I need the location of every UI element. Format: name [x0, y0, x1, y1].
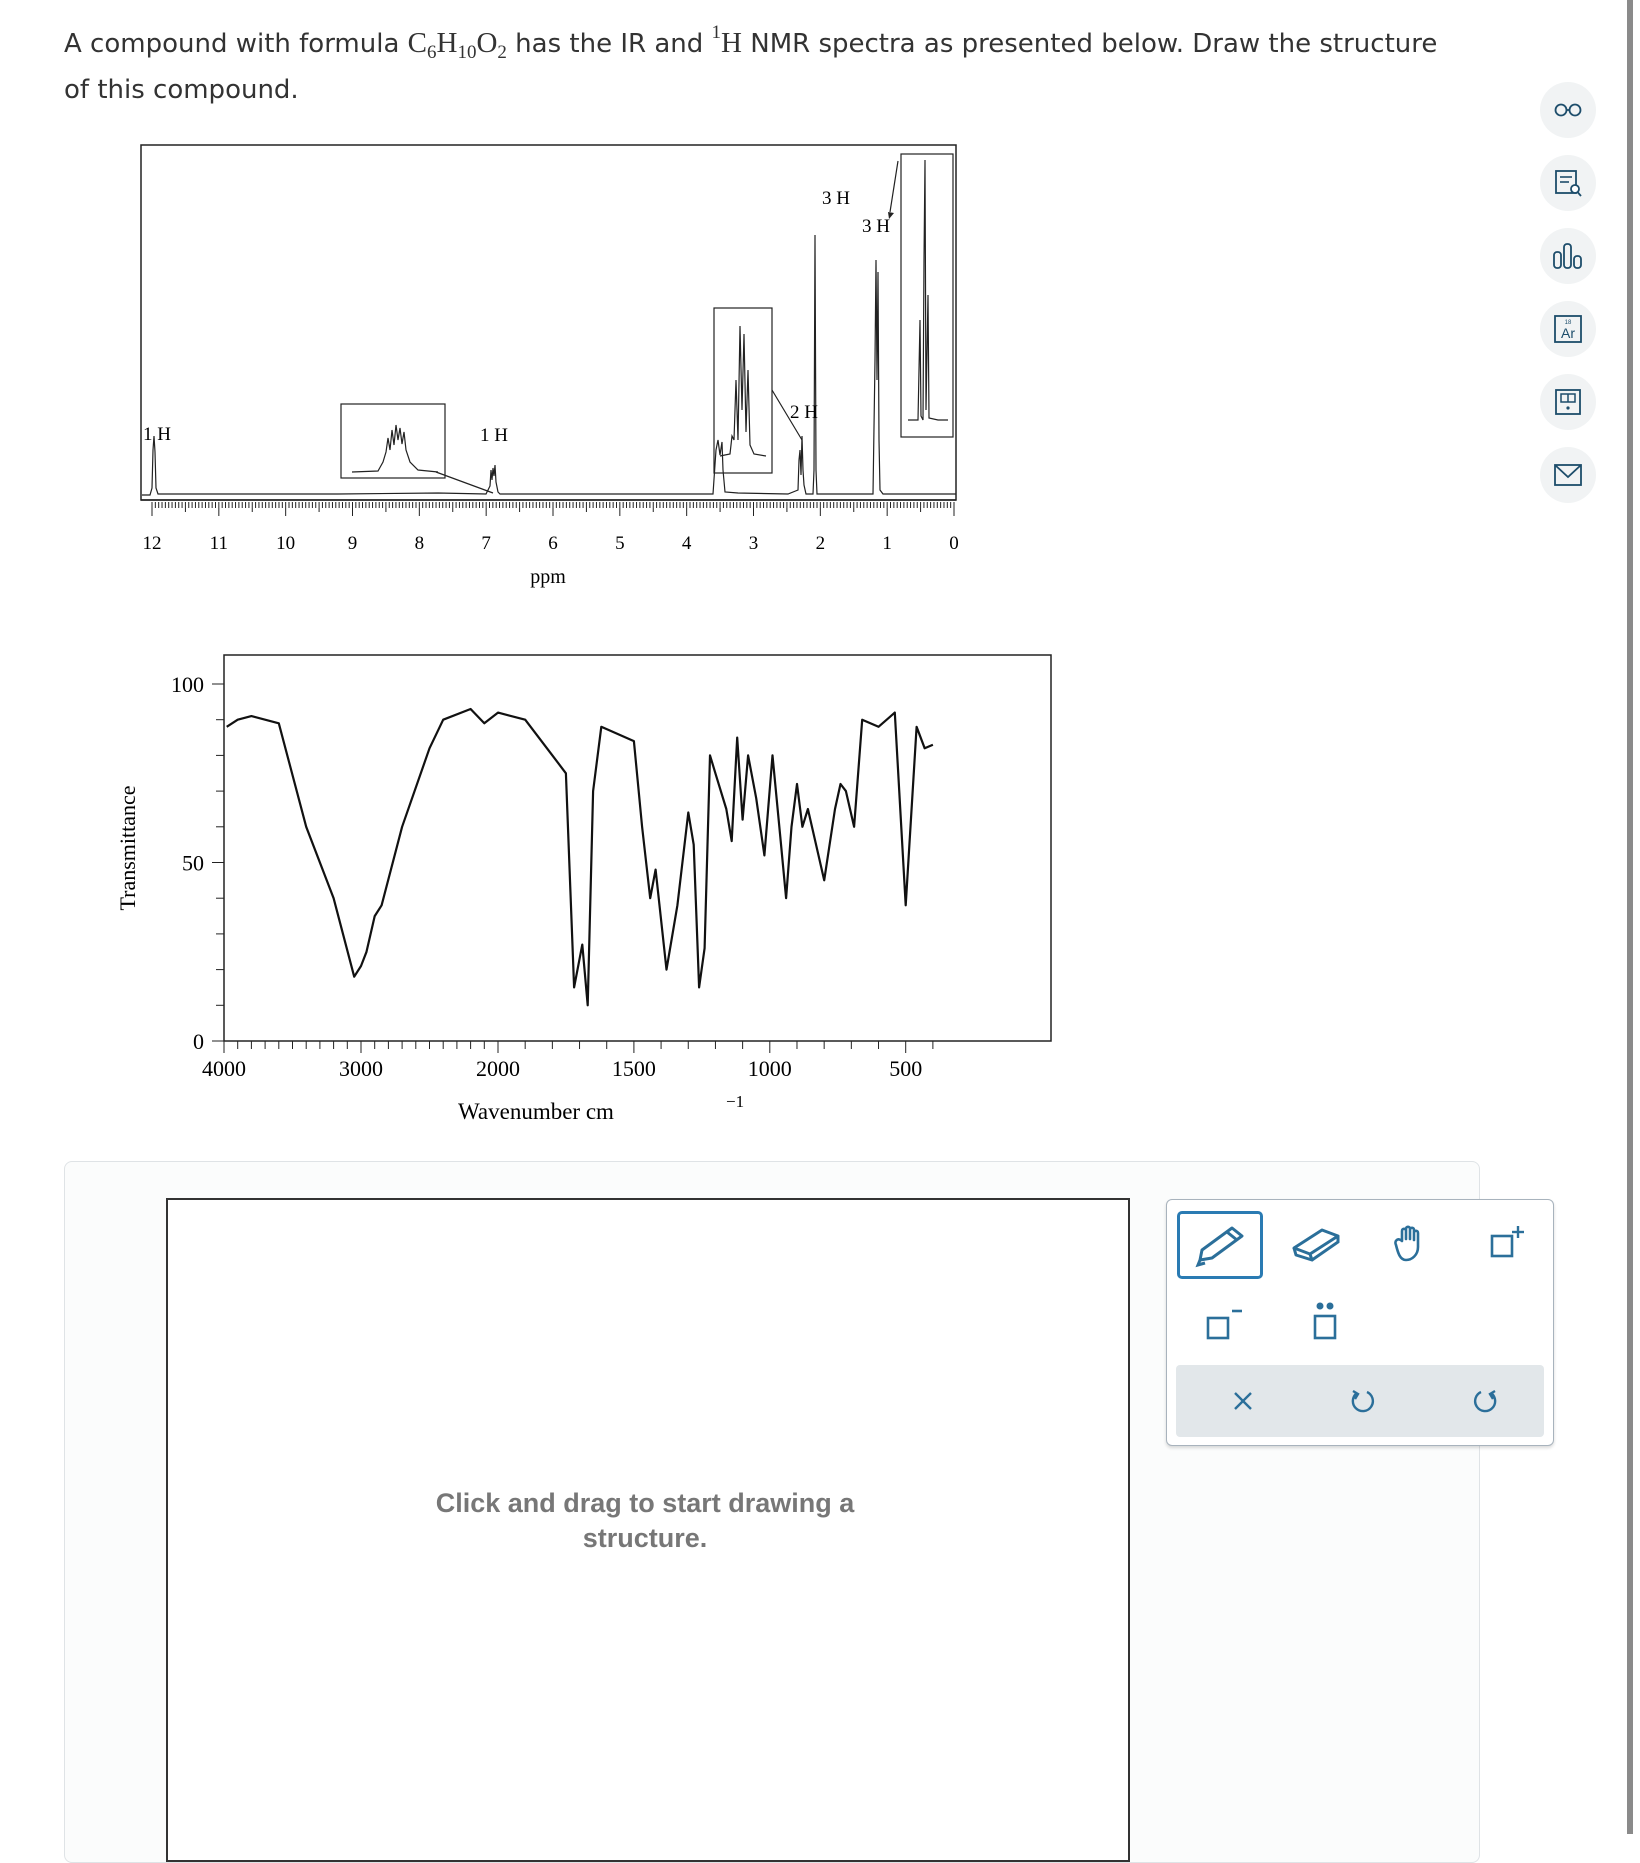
hand-tool[interactable] — [1383, 1215, 1441, 1271]
calculator-icon — [1553, 387, 1583, 417]
ir-y-tick-label: 0 — [193, 1029, 204, 1054]
undo-icon — [1349, 1387, 1377, 1415]
nmr-tick-label: 8 — [414, 533, 425, 554]
pencil-tool[interactable] — [1177, 1211, 1263, 1279]
calculator-button[interactable] — [1540, 374, 1596, 430]
redo-button[interactable] — [1463, 1379, 1507, 1423]
nmr-tick-label: 9 — [347, 533, 358, 554]
nmr-tick-label: 11 — [209, 533, 228, 554]
nmr-tick-label: 2 — [815, 533, 826, 554]
ir-y-label: Transmittance — [115, 785, 140, 911]
data-button[interactable] — [1540, 228, 1596, 284]
nmr-label-2h: 2 H — [790, 402, 818, 423]
add-template-tool[interactable] — [1477, 1215, 1535, 1271]
email-button[interactable] — [1540, 447, 1596, 503]
negative-charge-tool[interactable] — [1197, 1300, 1253, 1348]
nmr-label-3h-1ppm: 3 H — [862, 216, 890, 237]
lone-pair-tool[interactable] — [1297, 1297, 1353, 1349]
document-search-icon — [1553, 168, 1583, 198]
pencil-icon — [1192, 1224, 1248, 1266]
bar-chart-icon — [1552, 242, 1584, 270]
question-text: A compound with formula $C_6H_{10}O_2$ has the IR and $^1$H NMR spectra as presented below. Draw the structure of this compound. — [64, 22, 1438, 105]
explanation-button[interactable] — [1540, 155, 1596, 211]
ir-x-tick-label: 3000 — [339, 1056, 383, 1081]
nmr-arrow-7ppm — [436, 472, 493, 493]
nmr-tick-label: 6 — [548, 533, 558, 554]
clear-button[interactable] — [1221, 1379, 1265, 1423]
nmr-inset-1ppm — [901, 154, 953, 437]
ir-x-tick-label: 1500 — [611, 1056, 656, 1081]
svg-text:18: 18 — [1564, 320, 1572, 326]
drawing-toolbox — [1166, 1199, 1554, 1446]
nmr-tick-label: 12 — [142, 533, 162, 554]
nmr-label-1h-7ppm: 1 H — [480, 425, 508, 446]
nmr-baseline — [142, 235, 956, 495]
ir-plot-frame — [224, 655, 1051, 1041]
nmr-x-label: ppm — [530, 566, 566, 588]
hand-icon — [1390, 1223, 1434, 1263]
nmr-inset-1ppm-trace — [908, 160, 948, 420]
svg-text:Ar: Ar — [1561, 325, 1575, 341]
ir-x-tick-label: 4000 — [202, 1056, 246, 1081]
lone-pair-icon — [1305, 1300, 1345, 1346]
ir-trace — [227, 709, 933, 1005]
side-tools — [1540, 82, 1600, 520]
nmr-tick-label: 5 — [615, 533, 625, 554]
nmr-inset-7ppm-trace — [352, 425, 438, 472]
action-bar — [1176, 1365, 1544, 1437]
nmr-tick-label: 4 — [681, 533, 692, 554]
canvas-hint: Click and drag to start drawing a structure. — [435, 1488, 855, 1553]
periodic-table-button[interactable] — [1540, 301, 1596, 357]
periodic-table-icon — [1553, 314, 1583, 344]
close-icon — [1231, 1389, 1255, 1413]
ir-ticks — [212, 684, 933, 1053]
eraser-icon — [1290, 1224, 1342, 1262]
ir-spectrum — [115, 640, 1060, 1130]
envelope-icon — [1553, 463, 1583, 487]
nmr-tick-labels — [143, 533, 959, 554]
redo-icon — [1471, 1387, 1499, 1415]
nmr-label-1h-12ppm: 1 H — [143, 424, 171, 445]
nmr-arrow-1ppm — [890, 161, 898, 212]
ir-y-tick-labels — [171, 672, 204, 1054]
nmr-inset-24ppm-trace — [720, 326, 766, 456]
nmr-tick-label: 7 — [481, 533, 491, 554]
glasses-button[interactable] — [1540, 82, 1596, 138]
ir-y-tick-label: 100 — [171, 672, 204, 697]
ir-y-tick-label: 50 — [182, 850, 204, 876]
page-scrollbar[interactable] — [1627, 0, 1633, 1834]
negative-charge-icon — [1202, 1304, 1248, 1344]
ir-x-tick-label: 500 — [889, 1056, 923, 1081]
glasses-icon — [1553, 103, 1583, 117]
ir-x-tick-labels — [202, 1056, 922, 1081]
ir-x-tick-label: 1000 — [747, 1056, 792, 1081]
nmr-minor-ticks — [152, 502, 954, 516]
nmr-tick-label: 3 — [748, 533, 759, 554]
ir-x-tick-label: 2000 — [476, 1056, 520, 1081]
ir-x-label: Wavenumber cm — [458, 1099, 614, 1124]
nmr-tick-label: 10 — [276, 533, 296, 554]
nmr-tick-label: 0 — [949, 533, 959, 554]
ir-x-label-sup: −1 — [726, 1092, 745, 1111]
eraser-tool[interactable] — [1287, 1215, 1345, 1271]
nmr-tick-label: 1 — [882, 533, 892, 554]
nmr-spectrum — [138, 140, 968, 588]
add-template-icon — [1484, 1222, 1528, 1264]
nmr-label-3h-2ppm: 3 H — [822, 188, 850, 209]
undo-button[interactable] — [1341, 1379, 1385, 1423]
